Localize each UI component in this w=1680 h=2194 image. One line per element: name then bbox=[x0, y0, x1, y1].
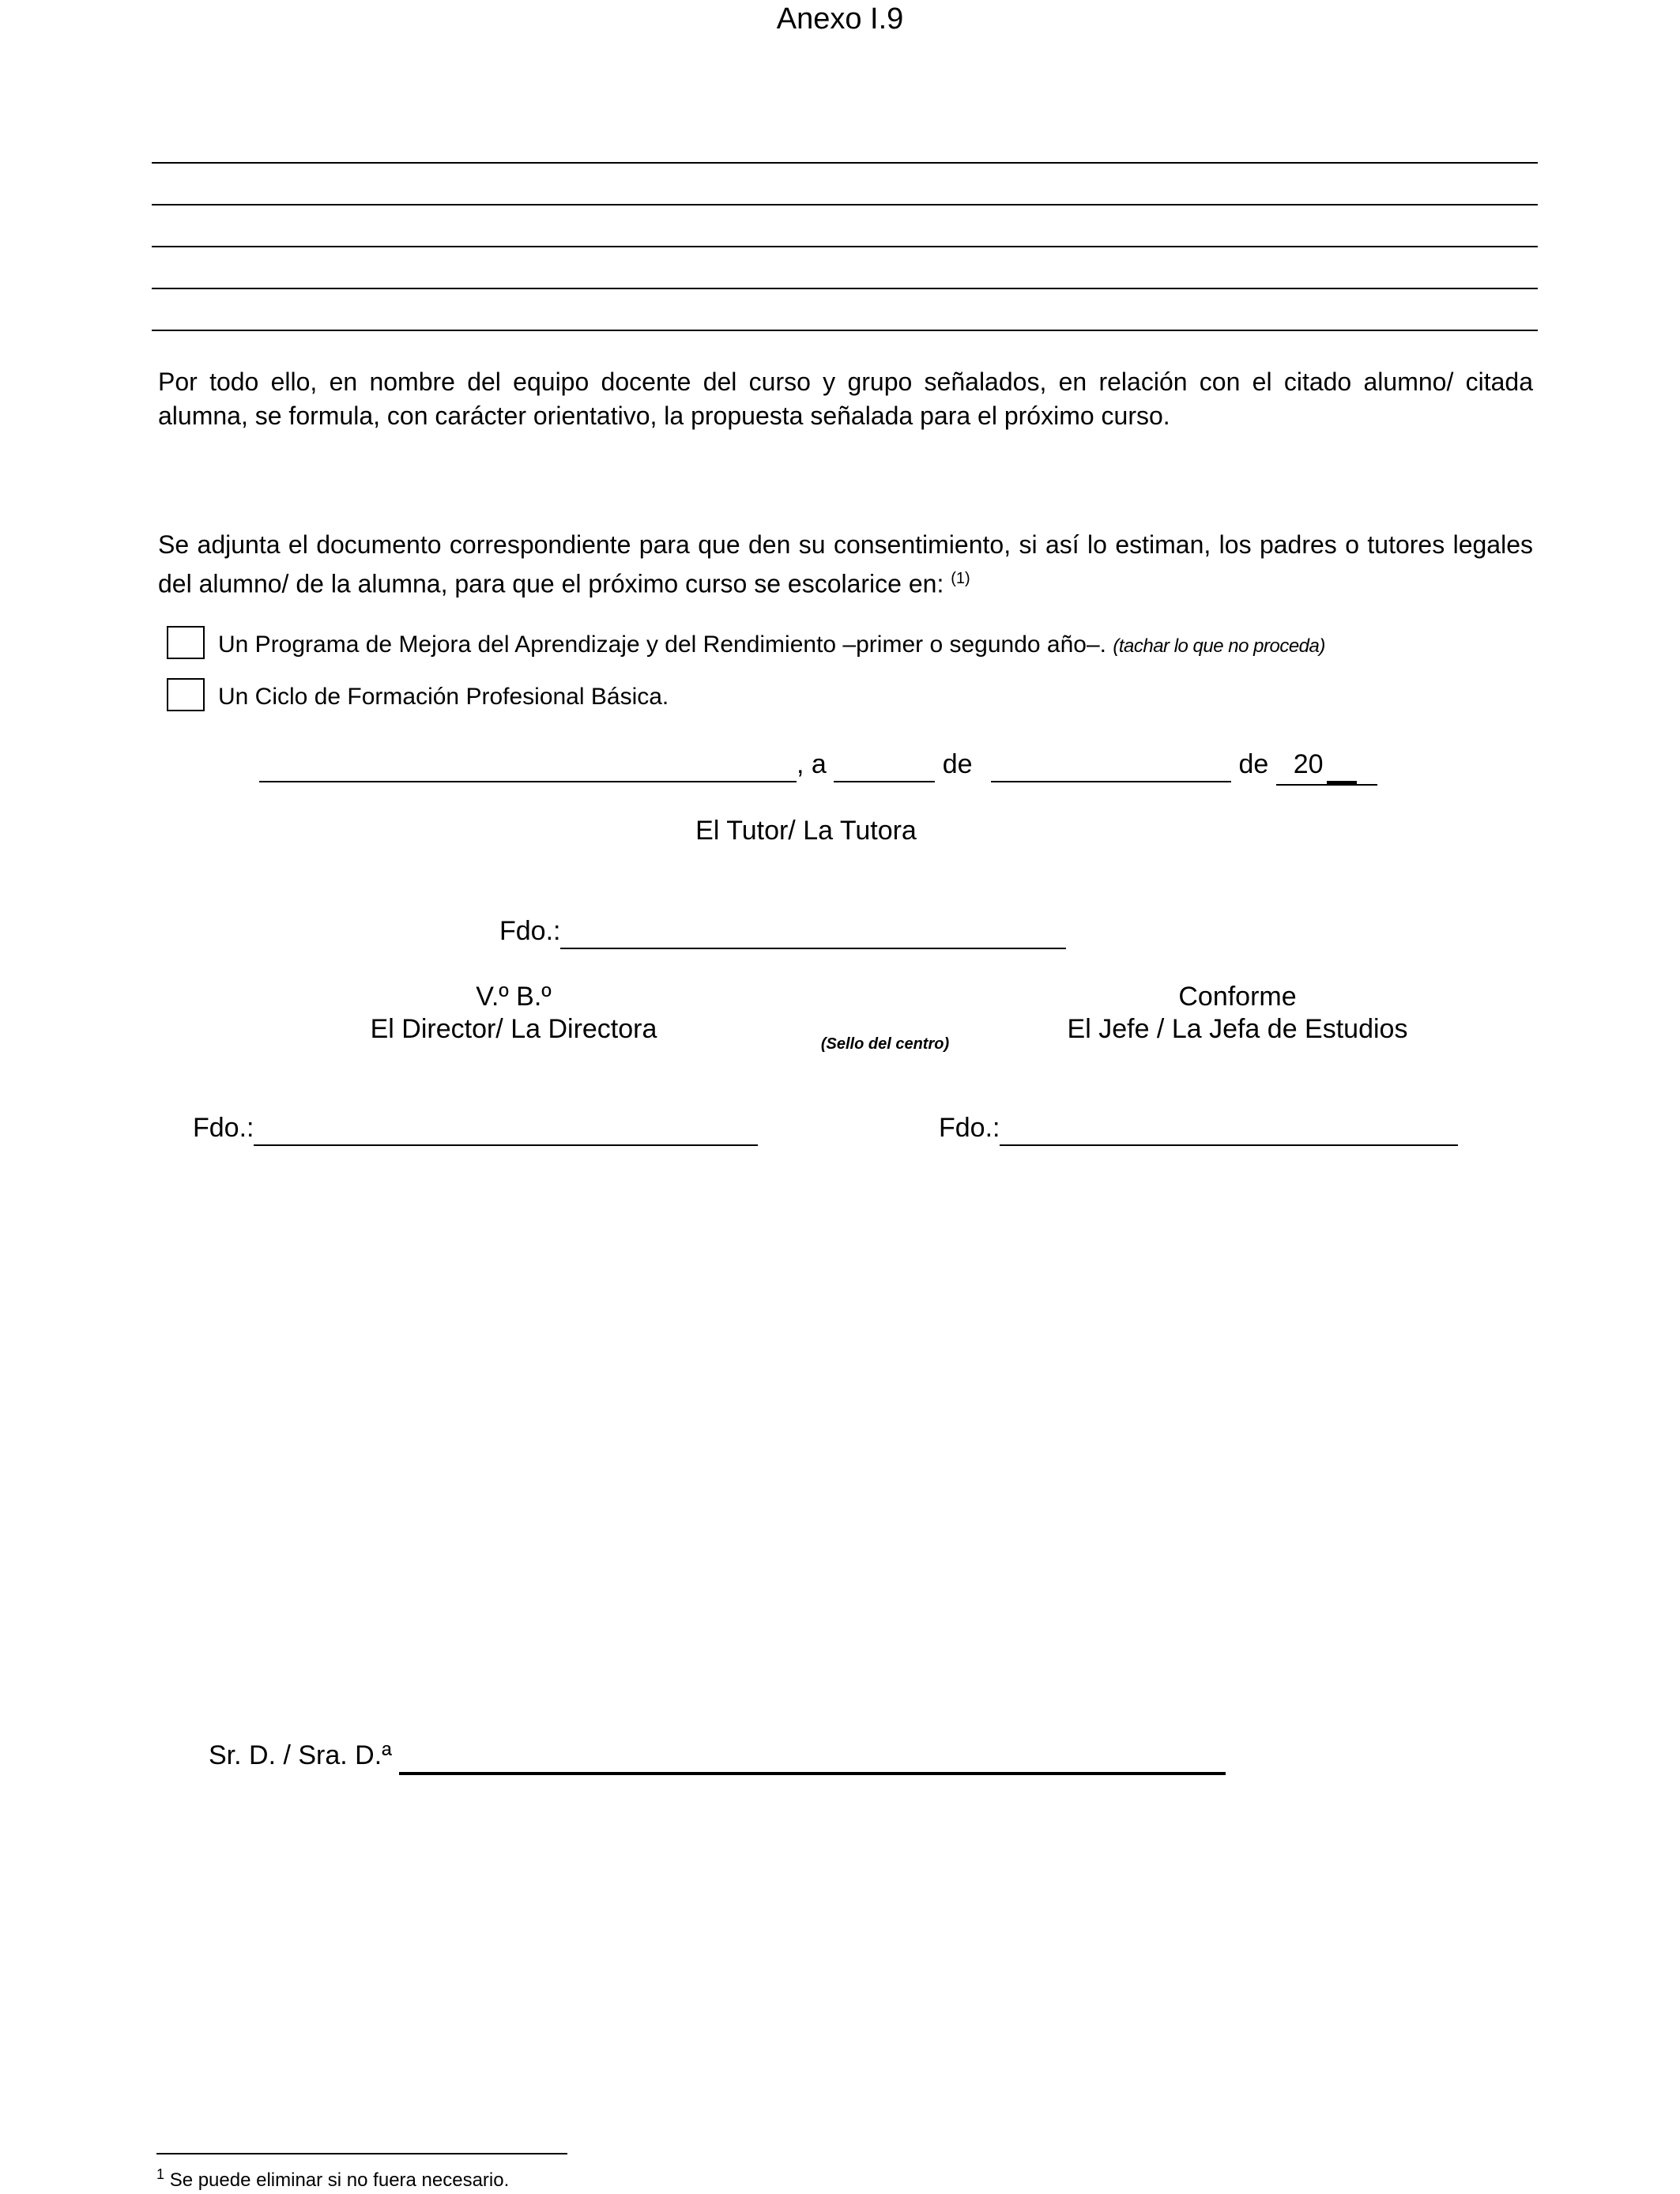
jefe-fdo-label: Fdo.: bbox=[939, 1113, 1000, 1143]
blank-line bbox=[152, 288, 1538, 289]
blank-line bbox=[152, 246, 1538, 247]
footnote-number: 1 bbox=[156, 2166, 165, 2182]
option-pmar-label: Un Programa de Mejora del Aprendizaje y del Rendimiento –primer o segundo año–. bbox=[218, 631, 1106, 658]
jefe-title: El Jefe / La Jefa de Estudios bbox=[1067, 1014, 1408, 1044]
option-fp-basica-label: Un Ciclo de Formación Profesional Básica. bbox=[218, 684, 669, 710]
blank-line bbox=[152, 204, 1538, 205]
tutor-signature bbox=[499, 914, 1066, 949]
director-fdo-label: Fdo.: bbox=[193, 1113, 254, 1143]
director-signature-field[interactable] bbox=[254, 1111, 758, 1146]
footnote bbox=[156, 2162, 509, 2192]
date-de-1: de bbox=[942, 749, 973, 779]
footnote-rule bbox=[156, 2153, 567, 2154]
option-pmar bbox=[218, 629, 1325, 662]
footnote-ref: (1) bbox=[951, 570, 970, 587]
tutor-signature-field[interactable] bbox=[560, 914, 1066, 949]
page-title: Anexo I.9 bbox=[776, 2, 904, 36]
addressee-label: Sr. D. / Sra. D.ª bbox=[209, 1740, 392, 1770]
consent-paragraph bbox=[158, 528, 1533, 601]
blank-line bbox=[152, 162, 1538, 164]
addressee bbox=[209, 1739, 1226, 1775]
year-prefix: 20 bbox=[1293, 749, 1324, 779]
vobo-label: V.º B.º bbox=[476, 982, 552, 1012]
consent-text: Se adjunta el documento correspondiente para que den su consentimiento, si así lo estiman, los padres o tutores legales del alumno/ de la alumna, para que el próximo curso se escolarice en: bbox=[158, 530, 1533, 598]
fp-basica-checkbox[interactable] bbox=[167, 678, 205, 711]
jefe-signature bbox=[939, 1111, 1458, 1146]
month-field[interactable] bbox=[991, 748, 1231, 782]
date-comma-a: , a bbox=[797, 749, 827, 779]
pmar-checkbox[interactable] bbox=[167, 626, 205, 659]
tutor-title: El Tutor/ La Tutora bbox=[695, 816, 917, 846]
director-signature bbox=[193, 1111, 758, 1146]
option-fp-basica bbox=[218, 681, 669, 713]
day-field[interactable] bbox=[834, 748, 935, 782]
proposal-paragraph: Por todo ello, en nombre del equipo docente del curso y grupo señalados, en relación con el citado alumno/ citada alumna, se formula, con carácter orientativo, la propuesta señalada para el próximo curso. bbox=[158, 368, 1533, 430]
date-de-2: de bbox=[1238, 749, 1269, 779]
date-line bbox=[259, 748, 1377, 786]
blank-line bbox=[152, 330, 1538, 331]
option-pmar-note: (tachar lo que no proceda) bbox=[1113, 635, 1325, 657]
tutor-fdo-label: Fdo.: bbox=[499, 916, 561, 946]
stamp-label: (Sello del centro) bbox=[820, 1035, 950, 1053]
director-title: El Director/ La Directora bbox=[370, 1014, 657, 1044]
year-field[interactable] bbox=[1276, 748, 1377, 786]
place-field[interactable] bbox=[259, 748, 797, 782]
conforme-label: Conforme bbox=[1178, 982, 1297, 1012]
jefe-signature-field[interactable] bbox=[1000, 1111, 1458, 1146]
footnote-text: Se puede eliminar si no fuera necesario. bbox=[169, 2169, 510, 2191]
addressee-field[interactable] bbox=[399, 1739, 1226, 1775]
